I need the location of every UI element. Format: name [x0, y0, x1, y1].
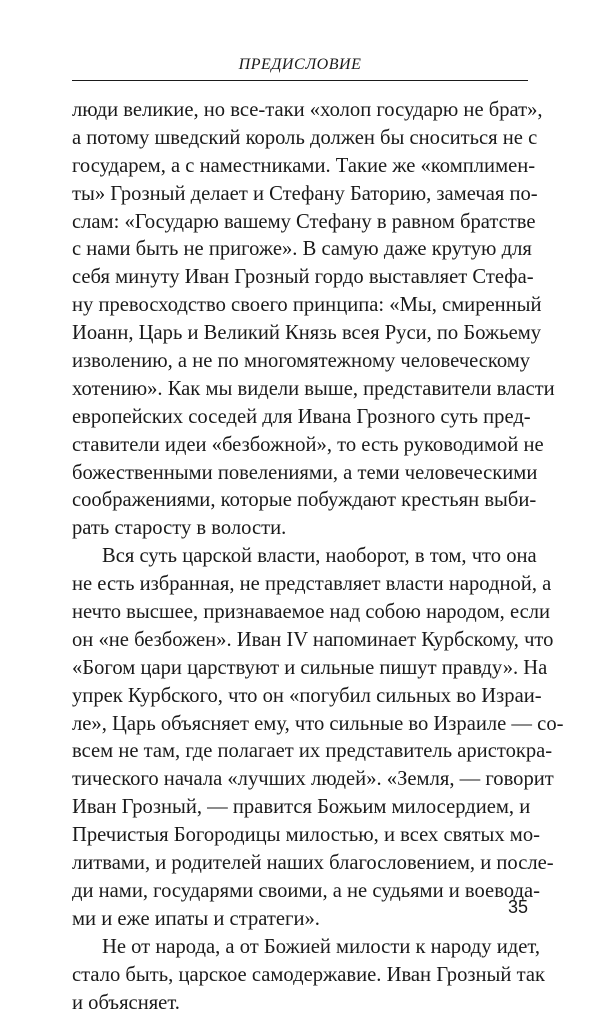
text-line: Вся суть царской власти, наоборот, в том, что она — [72, 543, 528, 571]
body-text — [72, 97, 528, 1017]
text-line: ле», Царь объясняет ему, что сильные во Израиле — со- — [72, 711, 528, 739]
text-line: государем, а с наместниками. Такие же «комплимен- — [72, 153, 528, 181]
text-line: он «не безбожен». Иван IV напоминает Курбскому, что — [72, 627, 528, 655]
text-line: хотению». Как мы видели выше, представители власти — [72, 376, 528, 404]
text-line: литвами, и родителей наших благословением, и после- — [72, 850, 528, 878]
text-line: «Богом цари царствуют и сильные пишут правду». На — [72, 655, 528, 683]
text-line: ди нами, государями своими, а не судьями и воевода- — [72, 878, 528, 906]
text-line: нечто высшее, признаваемое над собою народом, если — [72, 599, 528, 627]
text-line: Иоанн, Царь и Великий Князь всея Руси, по Божьему — [72, 320, 528, 348]
text-line: люди великие, но все-таки «холоп государю не брат», — [72, 97, 528, 125]
text-line: тического начала «лучших людей». «Земля, — говорит — [72, 766, 528, 794]
text-line: ставители идеи «безбожной», то есть руководимой не — [72, 432, 528, 460]
text-line: а потому шведский король должен бы сноситься не с — [72, 125, 528, 153]
text-line: ну превосходство своего принципа: «Мы, смиренный — [72, 292, 528, 320]
text-line: упрек Курбского, что он «погубил сильных во Израи- — [72, 683, 528, 711]
text-line: европейских соседей для Ивана Грозного суть пред- — [72, 404, 528, 432]
running-header: ПРЕДИСЛОВИЕ — [72, 56, 528, 74]
text-line: изволению, а не по многомятежному человеческому — [72, 348, 528, 376]
header-rule — [72, 80, 528, 81]
text-line: ты» Грозный делает и Стефану Баторию, замечая по- — [72, 181, 528, 209]
text-line: ми и еже ипаты и стратеги». — [72, 906, 528, 934]
text-line: соображениями, которые побуждают крестьян выби- — [72, 487, 528, 515]
text-line: себя минуту Иван Грозный гордо выставляет Стефа- — [72, 264, 528, 292]
text-line: Пречистыя Богородицы милостью, и всех святых мо- — [72, 822, 528, 850]
text-line: стало быть, царское самодержавие. Иван Грозный так — [72, 962, 528, 990]
text-line: не есть избранная, не представляет власти народной, а — [72, 571, 528, 599]
text-line: слам: «Государю вашему Стефану в равном братстве — [72, 209, 528, 237]
page-number: 35 — [508, 897, 528, 918]
text-line: всем не там, где полагает их представитель аристокра- — [72, 738, 528, 766]
text-line: Не от народа, а от Божией милости к народу идет, — [72, 934, 528, 962]
text-line: с нами быть не пригоже». В самую даже крутую для — [72, 236, 528, 264]
text-line: божественными повелениями, а теми человеческими — [72, 460, 528, 488]
text-line: и объясняет. — [72, 990, 528, 1017]
text-line: рать старосту в волости. — [72, 515, 528, 543]
text-line: Иван Грозный, — правится Божьим милосердием, и — [72, 794, 528, 822]
